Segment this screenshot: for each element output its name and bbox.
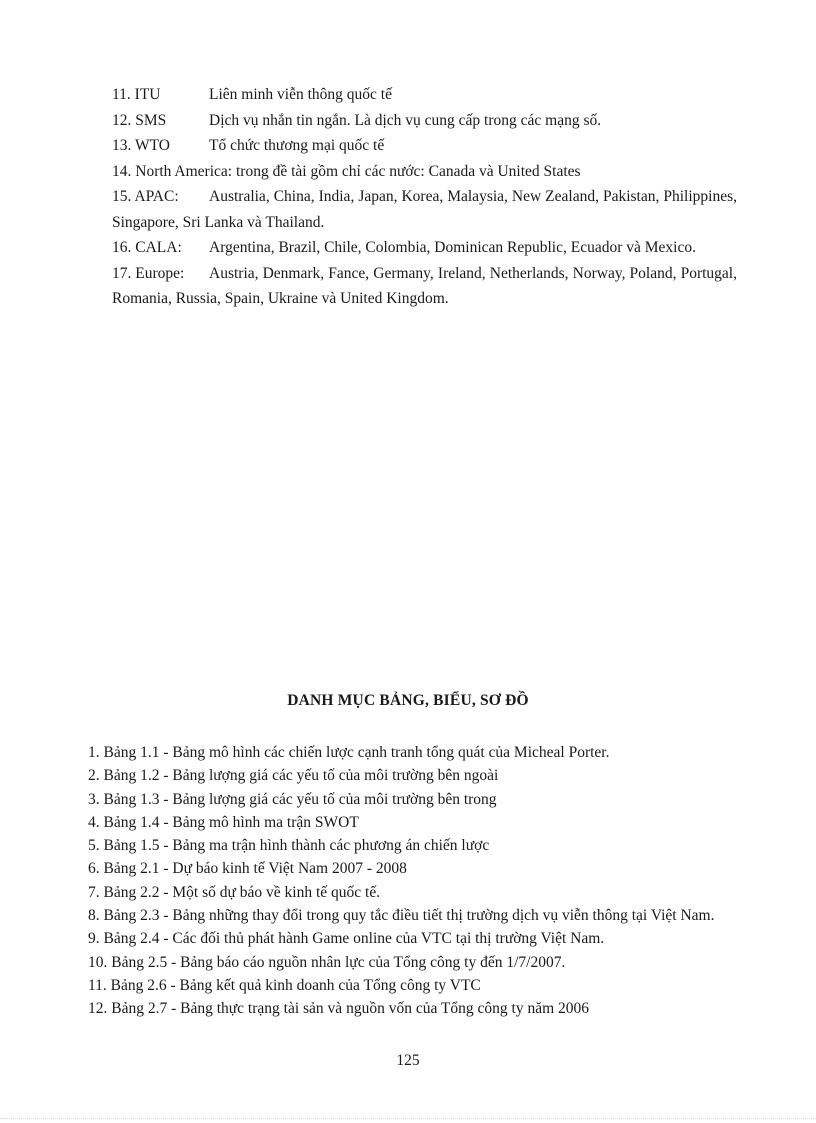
list-item: 12. Bảng 2.7 - Bảng thực trạng tài sản và nguồn vốn của Tổng công ty năm 2006 bbox=[88, 1000, 590, 1018]
list-item: 3. Bảng 1.3 - Bảng lượng giá các yếu tố của môi trường bên trong bbox=[88, 790, 497, 808]
abbreviation-definition: Argentina, Brazil, Chile, Colombia, Dominican Republic, Ecuador và Mexico. bbox=[209, 239, 696, 256]
abbreviation-definition: Liên minh viễn thông quốc tế bbox=[209, 86, 392, 103]
list-item: 1. Bảng 1.1 - Bảng mô hình các chiến lược cạnh tranh tổng quát của Micheal Porter. bbox=[88, 744, 610, 761]
abbreviation-term: 13. WTO bbox=[112, 137, 170, 154]
list-item: 8. Bảng 2.3 - Bảng những thay đổi trong quy tắc điều tiết thị trường dịch vụ viễn thông tại Việt Nam. bbox=[88, 907, 715, 925]
abbreviation-item bbox=[112, 133, 737, 159]
section-title: DANH MỤC BẢNG, BIỂU, SƠ ĐỒ bbox=[287, 692, 529, 709]
abbreviation-term: 12. SMS bbox=[112, 111, 167, 129]
table-list bbox=[88, 741, 740, 1021]
abbreviation-item bbox=[112, 108, 737, 134]
abbreviation-item bbox=[112, 235, 737, 261]
abbreviation-definition: Australia, China, India, Japan, Korea, Malaysia, New Zealand, Pakistan, Philippines, Singapore, Sri Lanka và Thailand. bbox=[112, 188, 737, 231]
list-item: 11. Bảng 2.6 - Bảng kết quả kinh doanh của Tổng công ty VTC bbox=[88, 976, 481, 994]
abbreviation-term: 16. CALA: bbox=[112, 239, 182, 256]
abbreviation-definition: trong đề tài gồm chỉ các nước: Canada và United States bbox=[235, 162, 581, 180]
abbreviation-term: 11. ITU bbox=[112, 86, 161, 103]
abbreviation-term: 14. North America: bbox=[112, 162, 233, 180]
page-number: 125 bbox=[396, 1052, 420, 1069]
abbreviation-item bbox=[112, 184, 737, 235]
abbreviation-item bbox=[112, 261, 737, 312]
abbreviation-item bbox=[112, 159, 737, 185]
list-item: 10. Bảng 2.5 - Bảng báo cáo nguồn nhân lực của Tổng công ty đến 1/7/2007. bbox=[88, 953, 566, 971]
abbreviation-definition: Tổ chức thương mại quốc tế bbox=[209, 137, 385, 154]
abbreviation-definition: Austria, Denmark, Fance, Germany, Ireland, Netherlands, Norway, Poland, Portugal, Romania, Russia, Spain, Ukraine và United Kingdom. bbox=[112, 264, 737, 307]
abbreviation-term: 15. APAC: bbox=[112, 188, 179, 205]
abbreviation-term: 17. Europe: bbox=[112, 264, 185, 282]
list-item: 7. Bảng 2.2 - Một số dự báo về kinh tế quốc tế. bbox=[88, 883, 381, 901]
list-item: 4. Bảng 1.4 - Bảng mô hình ma trận SWOT bbox=[88, 813, 359, 831]
list-item: 9. Bảng 2.4 - Các đối thủ phát hành Game online của VTC tại thị trường Việt Nam. bbox=[88, 930, 605, 948]
abbreviation-item bbox=[112, 82, 737, 108]
list-item: 2. Bảng 1.2 - Bảng lượng giá các yếu tố của môi trường bên ngoài bbox=[88, 767, 499, 785]
page-bottom-divider bbox=[0, 1118, 816, 1119]
abbreviation-list bbox=[112, 82, 737, 312]
list-item: 5. Bảng 1.5 - Bảng ma trận hình thành các phương án chiến lược bbox=[88, 837, 490, 855]
list-item: 6. Bảng 2.1 - Dự báo kinh tế Việt Nam 2007 - 2008 bbox=[88, 860, 407, 878]
abbreviation-definition: Dịch vụ nhắn tin ngắn. Là dịch vụ cung cấp trong các mạng số. bbox=[209, 111, 602, 129]
